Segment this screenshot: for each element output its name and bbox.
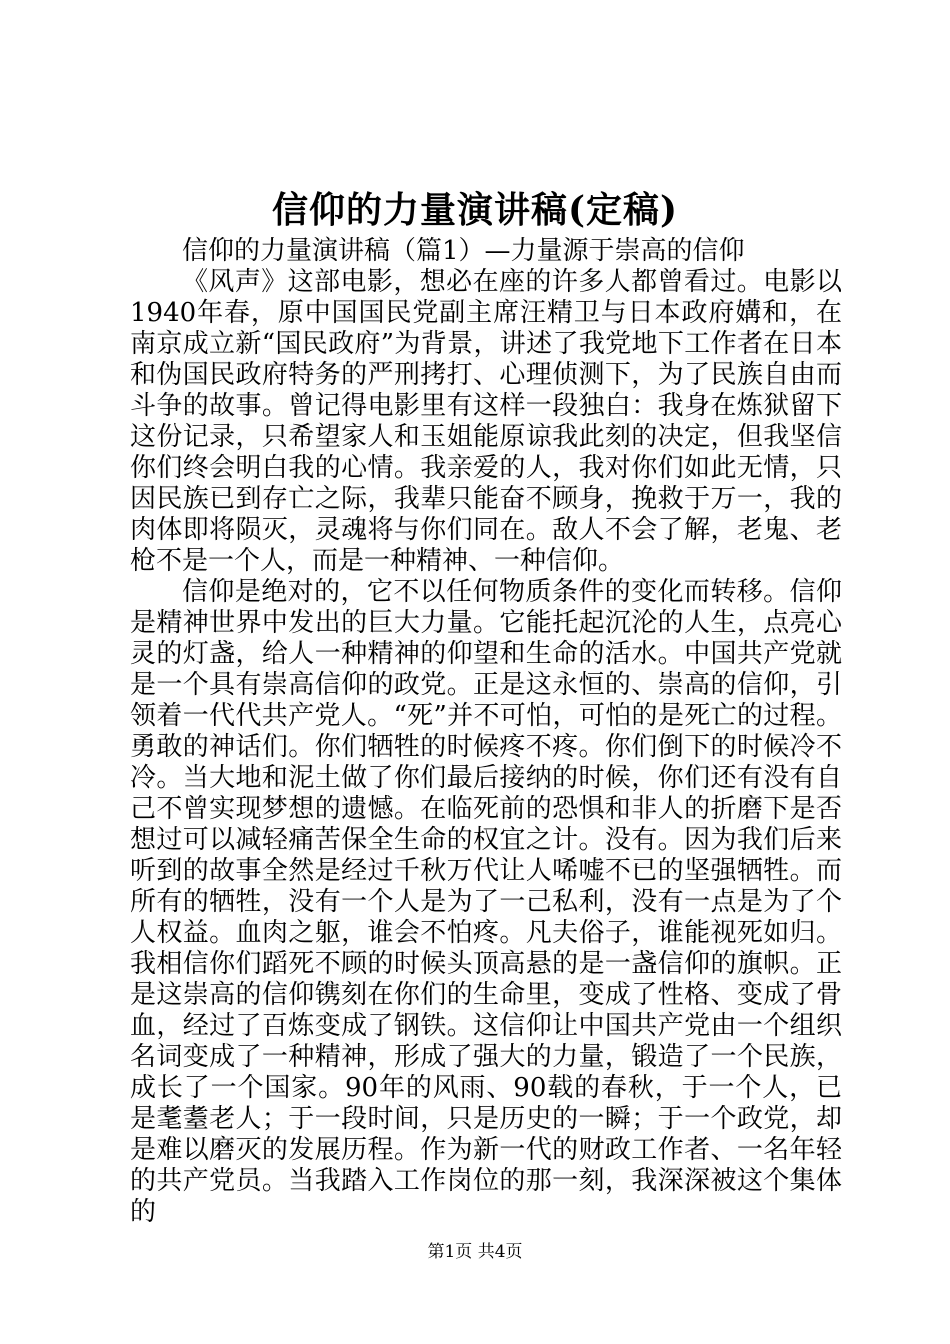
- paragraph-heading: 信仰的力量演讲稿（篇1）—力量源于崇高的信仰: [182, 236, 745, 266]
- document-body: [130, 236, 842, 1228]
- paragraph: 《风声》这部电影，想必在座的许多人都曾看过。电影以1940年春，原中国国民党副主席汪精卫与日本政府媾和，在南京成立新“国民政府”为背景，讲述了我党地下工作者在日本和伪国民政府特务的严刑拷打、心理侦测下，为了民族自由而斗争的故事。曾记得电影里有这样一段独白：我身在炼狱留下这份记录，只希望家人和玉姐能原谅我此刻的决定，但我坚信你们终会明白我的心情。我亲爱的人，我对你们如此无情，只因民族已到存亡之际，我辈只能奋不顾身，挽救于万一，我的肉体即将陨灭，灵魂将与你们同在。敌人不会了解，老鬼、老枪不是一个人，而是一种精神、一种信仰。: [130, 267, 842, 576]
- document-title: 信仰的力量演讲稿(定稿): [271, 189, 679, 231]
- page-number: 第1页 共4页: [427, 1242, 523, 1262]
- paragraph: 信仰是绝对的，它不以任何物质条件的变化而转移。信仰是精神世界中发出的巨大力量。它能托起沉沦的人生，点亮心灵的灯盏，给人一种精神的仰望和生命的活水。中国共产党就是一个具有崇高信仰的政党。正是这永恒的、崇高的信仰，引领着一代代共产党人。“死”并不可怕，可怕的是死亡的过程。勇敢的神话们。你们牺牲的时候疼不疼。你们倒下的时候冷不冷。当大地和泥土做了你们最后接纳的时候，你们还有没有自己不曾实现梦想的遗憾。在临死前的恐惧和非人的折磨下是否想过可以减轻痛苦保全生命的权宜之计。没有。因为我们后来听到的故事全然是经过千秋万代让人唏嘘不已的坚强牺牲。而所有的牺牲，没有一个人是为了一己私利，没有一点是为了个人权益。血肉之躯，谁会不怕疼。凡夫俗子，谁能视死如归。我相信你们蹈死不顾的时候头顶高悬的是一盏信仰的旗帜。正是这崇高的信仰镌刻在你们的生命里，变成了性格、变成了骨血，经过了百炼变成了钢铁。这信仰让中国共产党由一个组织名词变成了一种精神，形成了强大的力量，锻造了一个民族，成长了一个国家。90年的风雨、90载的春秋，于一个人，已是耄耋老人；于一段时间，只是历史的一瞬；于一个政党，却是难以磨灭的发展历程。作为新一代的财政工作者、一名年轻的共产党员。当我踏入工作岗位的那一刻，我深深被这个集体的: [130, 577, 842, 1227]
